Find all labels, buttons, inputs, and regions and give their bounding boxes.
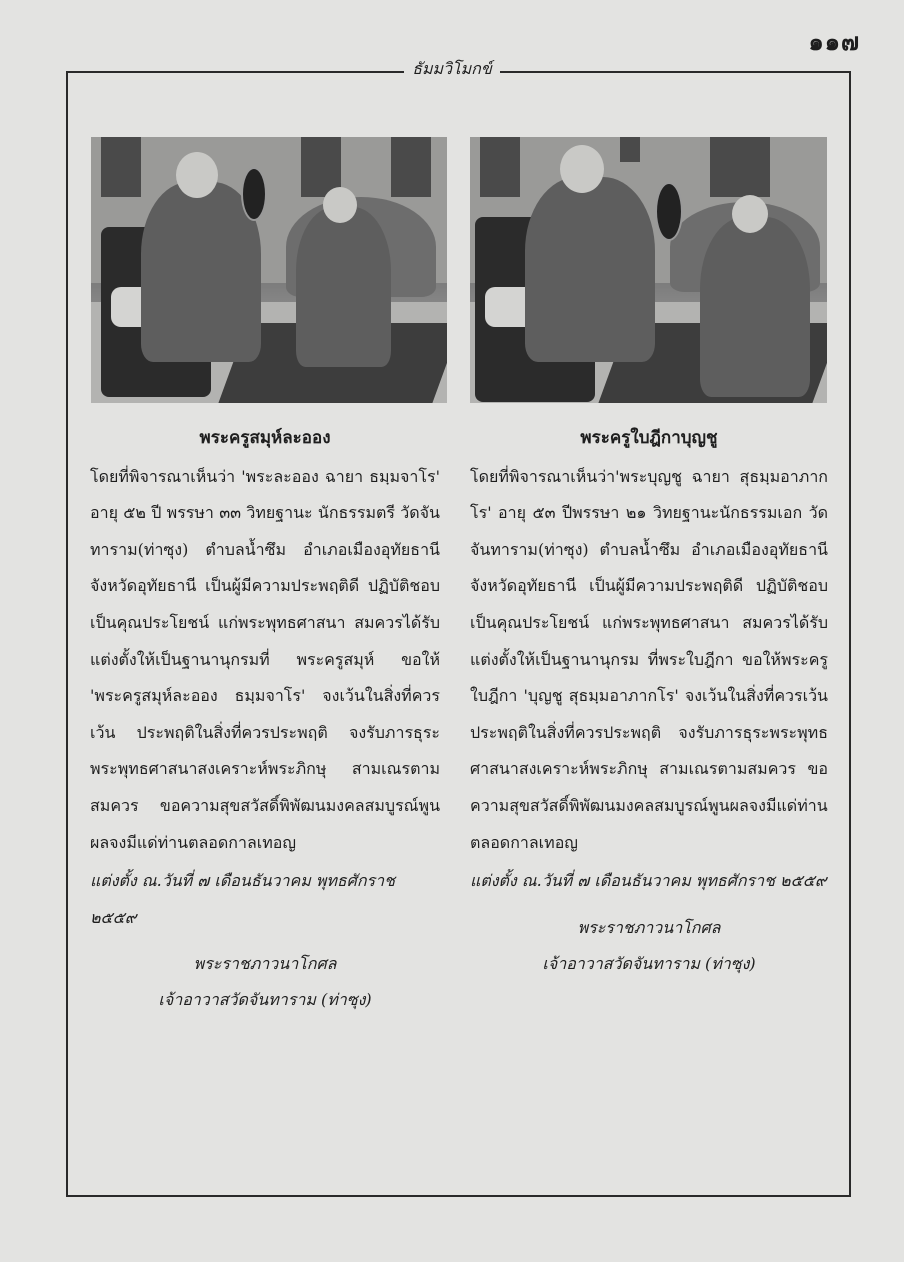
kneeling-monk: [700, 217, 810, 397]
appointment-date: แต่งตั้ง ณ.วันที่ ๗ เดือนธันวาคม พุทธศักราช ๒๕๕๙: [470, 871, 827, 891]
signer-office: เจ้าอาวาสวัดจันทาราม (ท่าซุง): [158, 990, 372, 1010]
appointee-name: พระครูสมุห์ละออง: [199, 428, 331, 448]
page-number: ๑๑๗: [808, 27, 860, 56]
ceremonial-fan-icon: [655, 182, 683, 241]
appointment-date: แต่งตั้ง ณ.วันที่ ๗ เดือนธันวาคม พุทธศักราช ๒๕๕๙: [90, 871, 395, 927]
signer-title: พระราชภาวนาโกศล: [193, 954, 337, 974]
monk-head: [323, 187, 357, 223]
wall-panel: [710, 137, 770, 197]
signer-title: พระราชภาวนาโกศล: [577, 917, 721, 937]
appointment-right: [470, 420, 828, 982]
wall-lamp: [620, 137, 640, 162]
appointment-left: [90, 420, 440, 1018]
signer-office: เจ้าอาวาสวัดจันทาราม (ท่าซุง): [542, 953, 756, 973]
appointee-name: พระครูใบฎีกาบุญชู: [580, 428, 718, 448]
monk-head: [732, 195, 768, 233]
running-header: [0, 57, 904, 82]
appointment-text: โดยที่พิจารณาเห็นว่า 'พระละออง ฉายา ธมฺมจาโร' อายุ ๕๒ ปี พรรษา ๓๓ วิทยฐานะ นักธรรมตรี วัดจันทาราม(ท่าซุง) ตำบลน้ำซึม อำเภอเมืองอุทัยธานี จังหวัดอุทัยธานี เป็นผู้มีความประพฤติดี ปฏิบัติชอบ เป็นคุณประโยชน์ แก่พระพุทธศาสนา สมควรได้รับแต่งตั้งให้เป็นฐานานุกรมที่ พระครูสมุห์ ขอให้ 'พระครูสมุห์ละออง ธมฺมจาโร' จงเว้นในสิ่งที่ควรเว้น ประพฤติในสิ่งที่ควรประพฤติ จงรับภารธุระ พระพุทธศาสนาสงเคราะห์พระภิกษุ สามเณรตามสมควร ขอความสุขสวัสดิ์พิพัฒนมงคลสมบูรณ์พูนผลจงมีแด่ท่านตลอดกาลเทอญ: [90, 466, 440, 852]
running-header-text: ธัมมวิโมกข์: [404, 59, 500, 78]
ceremonial-fan-icon: [241, 167, 267, 221]
monk-head: [560, 145, 604, 193]
ceremony-photo-right: [470, 137, 827, 403]
monk-head: [176, 152, 218, 198]
wall-panel: [480, 137, 520, 197]
appointment-text: โดยที่พิจารณาเห็นว่า'พระบุญชู ฉายา สุธมฺมอาภากโร' อายุ ๕๓ ปีพรรษา ๒๑ วิทยฐานะนักธรรมเอก วัดจันทาราม(ท่าซุง) ตำบลน้ำซึม อำเภอเมืองอุทัยธานี จังหวัดอุทัยธานี เป็นผู้มีความประพฤติดี ปฏิบัติชอบ เป็นคุณประโยชน์ แก่พระพุทธศาสนา สมควรได้รับแต่งตั้งให้เป็นฐานานุกรม ที่พระใบฎีกา ขอให้พระครูใบฎีกา 'บุญชู สุธมฺมอาภากโร' จงเว้นในสิ่งที่ควรเว้น ประพฤติในสิ่งที่ควรประพฤติ จงรับภารธุระพระพุทธศาสนาสงเคราะห์พระภิกษุ สามเณรตามสมควร ขอความสุขสวัสดิ์พิพัฒนมงคลสมบูรณ์พูนผลจงมีแด่ท่านตลอดกาลเทอญ: [470, 466, 828, 852]
ceremony-photo-left: [91, 137, 447, 403]
wall-panel: [391, 137, 431, 197]
kneeling-monk: [296, 207, 391, 367]
signature-block: [470, 910, 828, 982]
senior-monk: [525, 177, 655, 362]
wall-panel: [101, 137, 141, 197]
signature-block: [90, 946, 440, 1018]
